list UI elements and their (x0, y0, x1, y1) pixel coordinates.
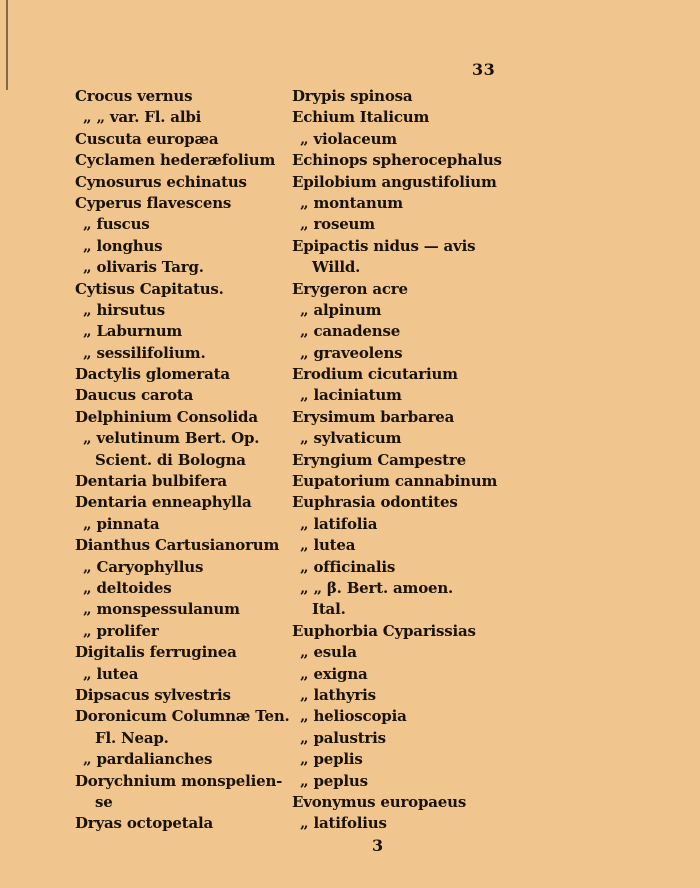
entry-line: „ „ β. Bert. amoen. (300, 578, 454, 597)
entry-line: „ montanum (300, 193, 403, 212)
entry-line: Dactylis glomerata (75, 365, 230, 384)
entry-line: Evonymus europaeus (292, 792, 467, 811)
entry-line: Willd. (312, 258, 361, 277)
entry-line: Echinops spherocephalus (292, 151, 502, 170)
entry-line: „ deltoides (83, 578, 172, 597)
entry-line: „ laciniatum (300, 386, 402, 405)
entry-line: Erysimum barbarea (292, 407, 455, 426)
entry-line: Doronicum Columnæ Ten. (75, 707, 290, 726)
entry-line: „ officinalis (300, 557, 396, 576)
entry-line: „ lathyris (300, 685, 376, 704)
entry-line: „ violaceum (300, 129, 397, 148)
entry-line: „ pinnata (83, 514, 160, 533)
entry-line: „ palustris (300, 728, 386, 747)
entry-line: „ latifolius (300, 814, 387, 833)
entry-line: „ fuscus (83, 215, 150, 234)
page-edge-mark (6, 0, 8, 90)
left-column (75, 86, 290, 835)
entry-line: „ lutea (300, 536, 356, 555)
entry-line: Dentaria bulbifera (75, 472, 227, 491)
entry-line: Crocus vernus (75, 87, 193, 105)
entry-line: Dryas octopetala (75, 814, 213, 833)
page-number: 33 (472, 60, 496, 79)
entry-line: Erygeron acre (292, 279, 408, 298)
entry-line: „ exigna (300, 664, 368, 683)
entry-line: Delphinium Consolida (75, 407, 258, 426)
entry-line: Euphrasia odontites (292, 493, 458, 512)
entry-line: „ sylvaticum (300, 429, 402, 448)
entry-line: Cynosurus echinatus (75, 172, 247, 191)
entry-line: Drypis spinosa (292, 87, 413, 105)
entry-line: se (95, 792, 113, 811)
entry-line: „ Caryophyllus (83, 557, 204, 576)
entry-line: Ital. (312, 600, 346, 619)
right-column (292, 86, 507, 835)
entry-line: Euphorbia Cyparissias (292, 621, 476, 640)
entry-line: Dipsacus sylvestris (75, 685, 231, 704)
entry-line: „ graveolens (300, 343, 403, 362)
entry-line: Cytisus Capitatus. (75, 279, 224, 298)
entry-line: Dianthus Cartusianorum (75, 536, 280, 555)
entry-line: Fl. Neap. (95, 728, 169, 747)
entry-line: „ lutea (83, 664, 139, 683)
entry-line: „ canadense (300, 322, 401, 341)
entry-line: „ helioscopia (300, 707, 407, 726)
entry-line: „ „ var. Fl. albi (83, 108, 202, 127)
entry-line: Dentaria enneaphylla (75, 493, 252, 512)
entry-line: Cyclamen hederæfolium (75, 151, 276, 170)
entry-line: „ esula (300, 643, 357, 662)
entry-line: „ latifolia (300, 514, 378, 533)
entry-line: „ peplus (300, 771, 368, 790)
entry-line: „ hirsutus (83, 300, 165, 319)
entry-line: Epilobium angustifolium (292, 172, 497, 191)
entry-line: Echium Italicum (292, 108, 430, 127)
entry-line: Erodium cicutarium (292, 365, 458, 384)
entry-line: Eupatorium cannabinum (292, 472, 498, 491)
entry-line: „ roseum (300, 215, 375, 234)
entry-line: „ olivaris Targ. (83, 258, 204, 277)
entry-line: Dorychnium monspelien- (75, 771, 283, 790)
entry-line: „ pardalianches (83, 750, 213, 769)
entry-line: „ monspessulanum (83, 600, 240, 619)
entry-line: „ sessilifolium. (83, 343, 206, 362)
entry-line: Daucus carota (75, 386, 194, 405)
entry-line: „ prolifer (83, 621, 159, 640)
entry-line: „ velutinum Bert. Op. (83, 429, 260, 448)
entry-line: Scient. di Bologna (95, 450, 246, 469)
entry-line: „ longhus (83, 236, 163, 255)
signature-mark: 3 (372, 836, 384, 855)
entry-line: „ alpinum (300, 300, 382, 319)
entry-line: Cuscuta europæa (75, 129, 219, 148)
entry-line: Digitalis ferruginea (75, 643, 237, 662)
entry-line: Cyperus flavescens (75, 193, 232, 212)
entry-line: Eryngium Campestre (292, 450, 466, 469)
entry-line: „ peplis (300, 750, 363, 769)
entry-line: Epipactis nidus — avis (292, 236, 476, 255)
entry-line: „ Laburnum (83, 322, 183, 341)
